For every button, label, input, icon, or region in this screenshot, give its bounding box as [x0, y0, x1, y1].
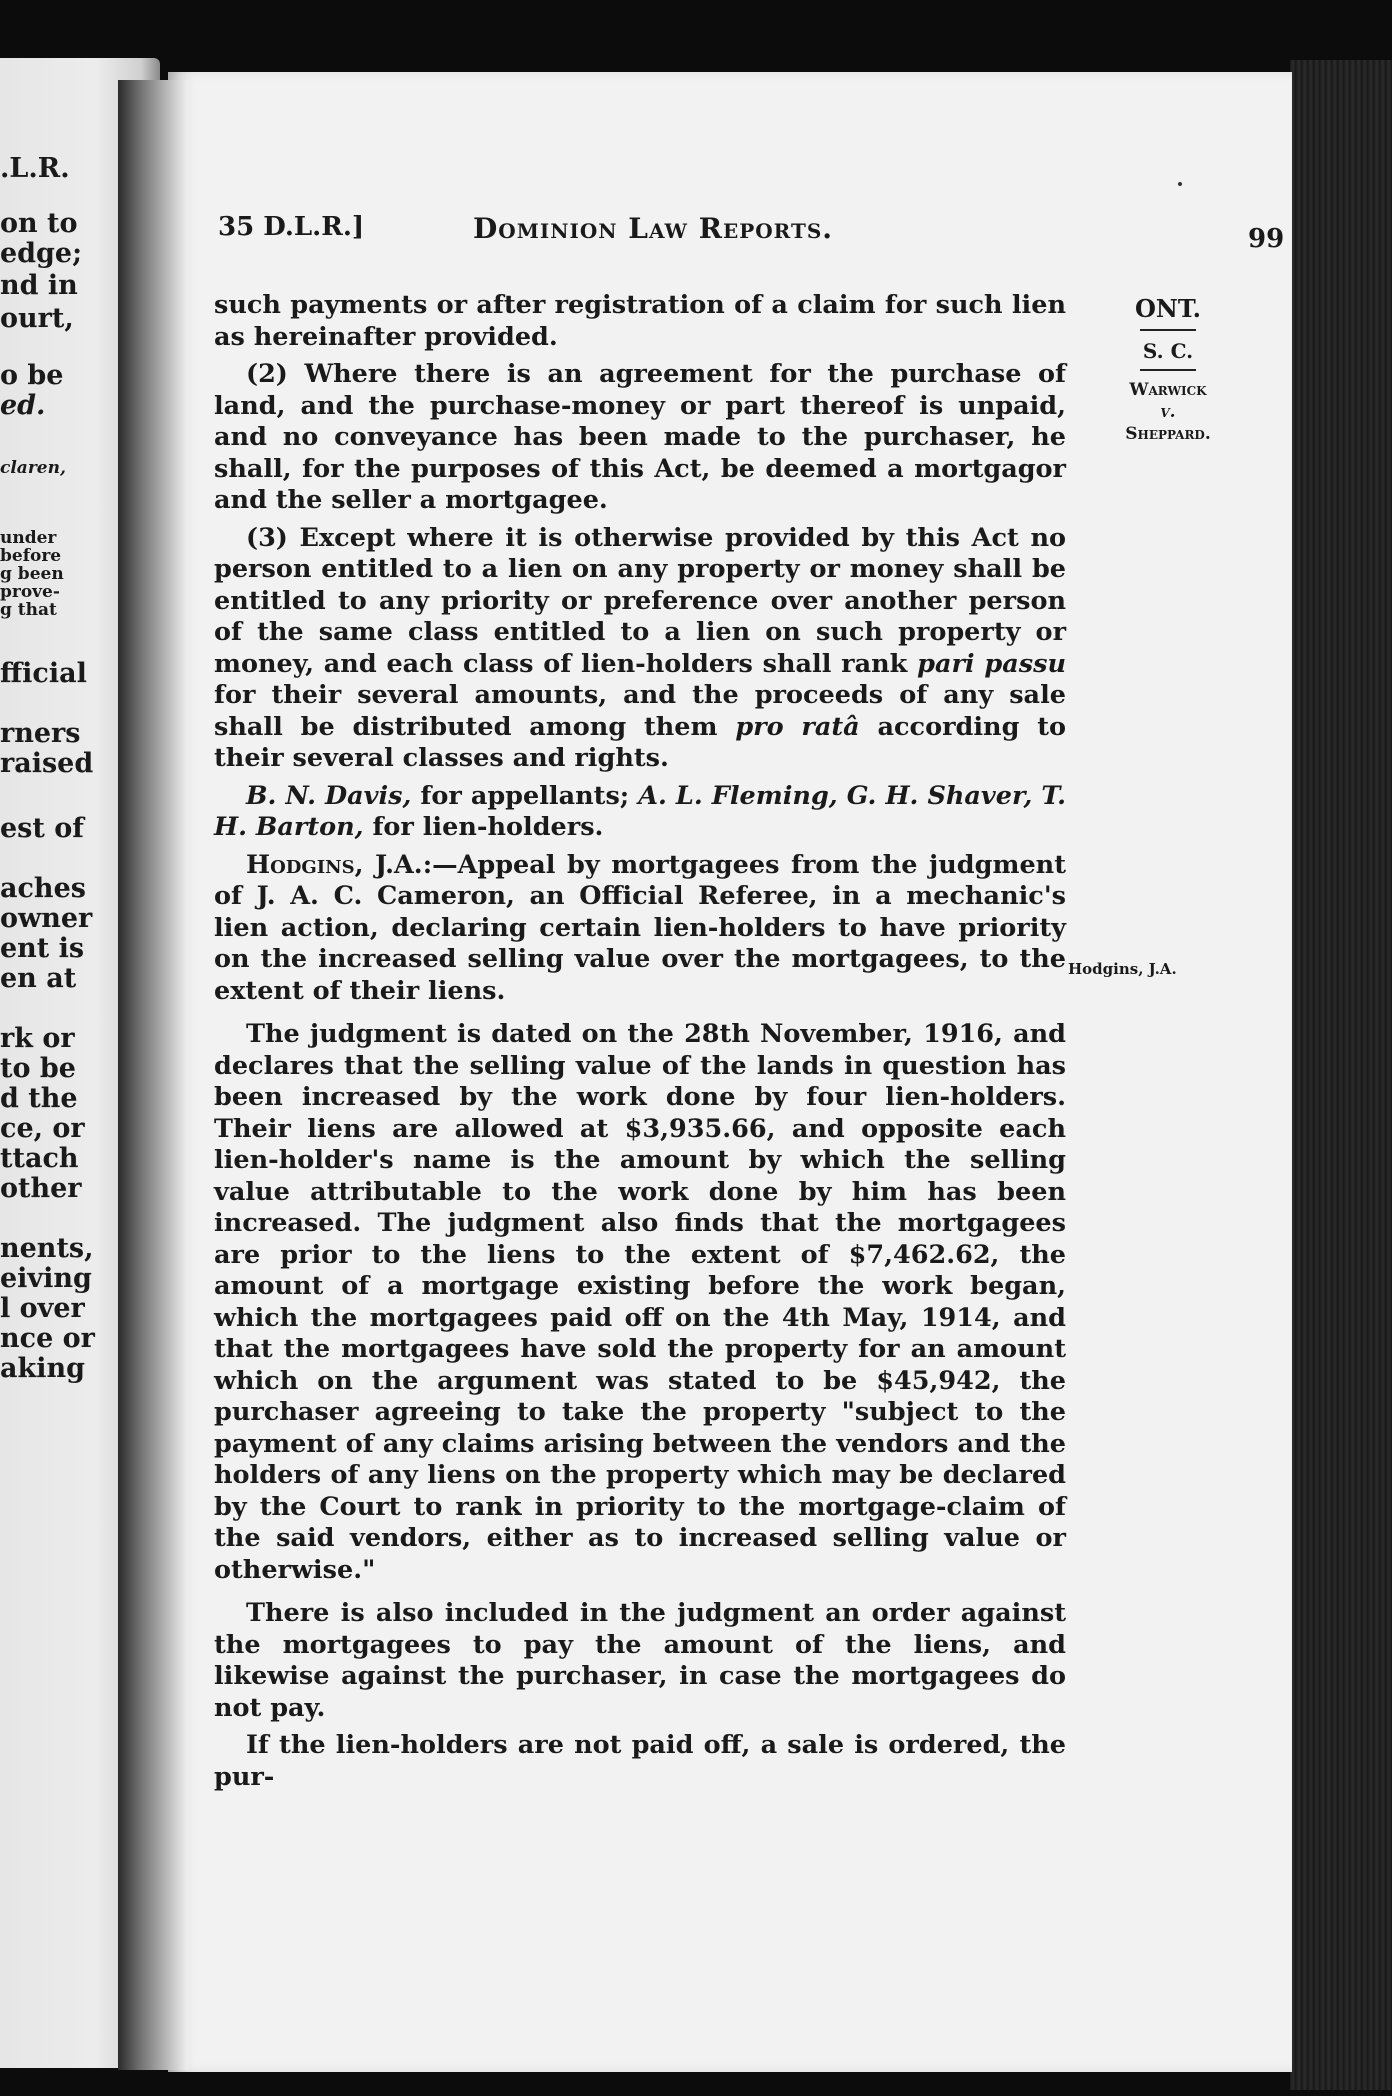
- paragraph: [214, 523, 1066, 775]
- judge-margin-note: Hodgins, J.A.: [1068, 960, 1177, 978]
- left-page-fragment: to be: [0, 1053, 76, 1084]
- left-page-fragment: claren,: [0, 458, 66, 478]
- left-page-fragment: g that: [0, 600, 57, 620]
- paragraph: If the lien-holders are not paid off, a sale is ordered, the pur-: [214, 1730, 1066, 1792]
- speck: [1178, 182, 1182, 186]
- left-page-fragment: other: [0, 1173, 82, 1204]
- left-page-fragment: nce or: [0, 1323, 95, 1354]
- province-label: ONT.: [1135, 294, 1201, 323]
- left-page-fragment: l over: [0, 1293, 85, 1324]
- paragraph: [214, 850, 1066, 1008]
- margin-notes: [1068, 294, 1248, 978]
- left-page-fragment: ourt,: [0, 303, 74, 334]
- running-header: [218, 212, 1285, 254]
- counsel-line: [214, 781, 1066, 844]
- left-page-fragment: fficial: [0, 658, 87, 689]
- case-party: Sheppard.: [1125, 424, 1211, 444]
- text-run: for lien-holders.: [363, 812, 604, 842]
- book-page: [168, 72, 1292, 2072]
- left-page-fragment: aking: [0, 1353, 85, 1384]
- text-run: (3) Except where it is otherwise provided by this Act no person entitled to a lien on any property or money shall be entitled to any priority or preference over another person of the same class entitled to a lien on such property or money, and each class of lien-holders shall rank: [214, 522, 1066, 679]
- text-run: for appellants;: [411, 780, 639, 811]
- page-stack-edge: [1290, 60, 1392, 2090]
- divider: [1140, 369, 1196, 371]
- left-page-fragment: prove-: [0, 582, 60, 602]
- paragraph: There is also included in the judgment an order against the mortgagees to pay the amount of the liens, and likewise against the purchaser, in case the mortgagees do not pay.: [214, 1598, 1066, 1723]
- latin-phrase: pari passu: [917, 648, 1066, 679]
- journal-title: Dominion Law Reports.: [473, 212, 834, 245]
- left-page-fragment: en at: [0, 963, 77, 994]
- left-page-fragment: on to: [0, 208, 78, 239]
- case-versus: v.: [1160, 402, 1176, 422]
- gutter-shadow: [118, 80, 188, 2070]
- left-page-fragment: .L.R.: [0, 153, 70, 184]
- left-page-fragment: rk or: [0, 1023, 75, 1054]
- court-label: S. C.: [1142, 339, 1194, 363]
- left-page-fragment: d the: [0, 1083, 78, 1114]
- left-page-fragment: rners: [0, 718, 81, 749]
- counsel-name: B. N. Davis,: [246, 780, 412, 811]
- left-page-fragment: edge;: [0, 238, 83, 269]
- page-number: 99: [1248, 224, 1285, 254]
- judge-name: Hodgins, J.A.: [246, 849, 423, 880]
- paragraph: The judgment is dated on the 28th November, 1916, and declares that the selling value of the lands in question has been increased by the work done by four lien-holders. Their liens are allowed at $3,935.66, and opposite each lien-holder's name is the amount by which the selling value attributable to the work done by him has been increased. The judgment also finds that the mortgagees are prior to the liens to the extent of $7,462.62, the amount of a mortgage existing before the work began, which the mortgagees paid off on the 4th May, 1914, and that the mortgagees have sold the property for an amount which on the argument was stated to be $45,942, the purchaser agreeing to take the property "subject to the payment of any claims arising between the vendors and the holders of any liens on the property which may be declared by the Court to rank in priority to the mortgage-claim of the said vendors, either as to increased selling value or otherwise.": [214, 1019, 1066, 1585]
- left-page-fragment: aches: [0, 873, 86, 904]
- case-name: [1088, 379, 1248, 445]
- text-run: according to their several classes and rights.: [214, 711, 1066, 773]
- left-page-fragment: nd in: [0, 270, 78, 301]
- paragraph: such payments or after registration of a claim for such lien as hereinafter provided.: [214, 290, 1066, 352]
- left-page-fragment: ttach: [0, 1143, 79, 1174]
- left-page-fragment: nents,: [0, 1233, 94, 1264]
- left-page-fragment: eiving: [0, 1263, 92, 1294]
- left-page-fragment: raised: [0, 748, 94, 779]
- volume-label: 35 D.L.R.]: [218, 212, 365, 242]
- latin-phrase: pro ratâ: [735, 711, 860, 742]
- divider: [1140, 329, 1196, 331]
- left-page-fragment: g been: [0, 564, 64, 584]
- text-run: :—Appeal by mortgagees from the judgment of J. A. C. Cameron, an Official Referee, in a mechanic's lien action, declaring certain lien-holders to have priority on the increased selling value over the mortgagees, to the extent of their liens.: [214, 849, 1066, 1006]
- case-party: Warwick: [1129, 380, 1207, 400]
- left-page-fragment: before: [0, 546, 62, 566]
- counsel-name: A. L. Fleming, G. H. Shaver, T. H. Barton,: [214, 780, 1066, 842]
- left-page-fragment: ce, or: [0, 1113, 85, 1144]
- left-page-fragment: o be: [0, 360, 64, 391]
- left-page-fragment: owner: [0, 903, 93, 934]
- left-page-fragment: ent is: [0, 933, 85, 964]
- body-text: [214, 290, 1066, 1799]
- left-page-fragment: ed.: [0, 390, 46, 421]
- left-page-fragment: est of: [0, 813, 84, 844]
- paragraph: (2) Where there is an agreement for the purchase of land, and the purchase-money or part thereof is unpaid, and no conveyance has been made to the purchaser, he shall, for the purposes of this Act, be deemed a mortgagor and the seller a mortgagee.: [214, 359, 1066, 515]
- left-page-fragment: under: [0, 528, 57, 548]
- text-run: for their several amounts, and the proceeds of any sale shall be distributed among them: [214, 680, 1066, 742]
